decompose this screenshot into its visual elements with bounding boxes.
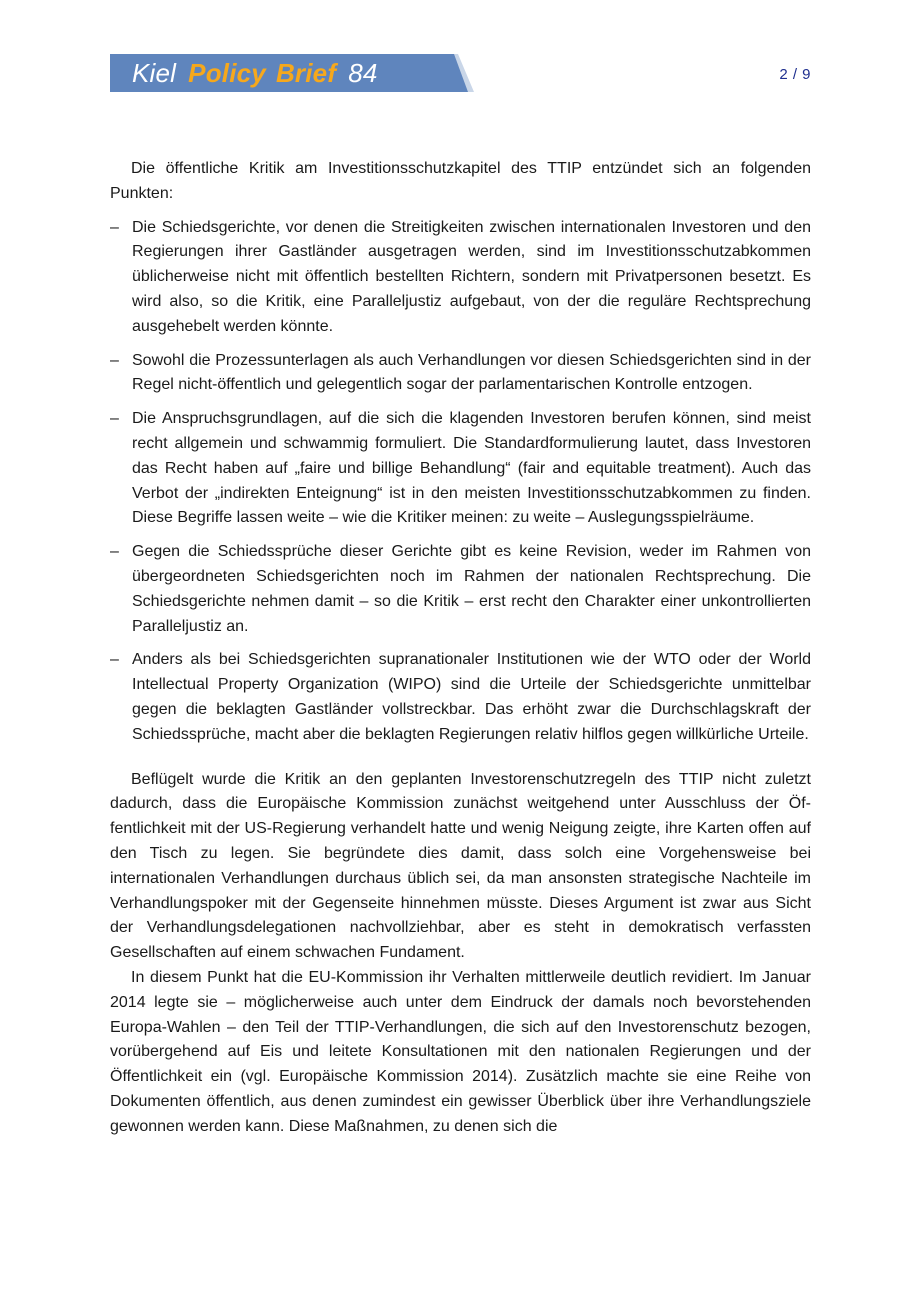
list-item — [110, 648, 811, 747]
intro-paragraph: Die öffentliche Kritik am Investitionsschutzkapitel des TTIP entzündet sich an folgenden Punkten: — [110, 160, 811, 202]
dash-bullet: – — [110, 543, 119, 561]
list-item-text: Anders als bei Schiedsgerichten supranationaler Institutionen wie der WTO oder der World Intellectual Property Organization (WIPO) sind die Urteile der Schiedsgerichte unmittelbar gegen die beklagten Gastländer vollstreckbar. Das erhöht zwar die Durchschlagskraft der Schiedssprüche, macht aber die beklagten Regierungen relativ hilflos gegen willkürliche Urteile. — [132, 651, 811, 743]
list-item — [110, 407, 811, 531]
banner-issue-number: 84 — [348, 58, 378, 88]
list-item-text: Sowohl die Prozessunterlagen als auch Verhandlungen vor diesen Schiedsgerichten sind in der Regel nicht-öffentlich und gelegentlich sogar der parlamentarischen Kontrolle entzogen. — [132, 351, 811, 394]
document-body — [110, 157, 811, 1139]
list-item — [110, 540, 811, 639]
banner-title — [132, 56, 378, 90]
list-item-text: Die Anspruchsgrundlagen, auf die sich die klagenden Investoren berufen können, sind meist recht allgemein und schwammig formuliert. Die Standardformulierung lautet, dass Investoren das Recht haben auf „faire und billige Behandlung“ (fair and equitable treatment). Auch das Verbot der „indirekten Enteignung“ ist in den meisten Investitionsschutzabkommen zu finden. Diese Begriffe lassen weite – wie die Kritiker meinen: zu weite – Auslegungsspielräume. — [132, 410, 811, 527]
header-banner — [110, 54, 475, 92]
banner-kiel: Kiel — [132, 58, 177, 88]
body-paragraph: Beflügelt wurde die Kritik an den geplanten Investorenschutzregeln des TTIP nicht zuletzt dadurch, dass die Europäische Kommission zunächst weitgehend unter Ausschluss der Öffentlichkeit mit der US-Regierung verhandelt hatte und wenig Neigung zeigte, ihre Karten offen auf den Tisch zu legen. Sie begründete dies damit, dass solch eine Vorgehensweise bei internationalen Verhandlungen durchaus üblich sei, da man ansonsten strategische Nachteile im Verhandlungspoker mit der Gegenseite hinnehmen müsste. Dieses Argument ist zwar aus Sicht der Verhandlungsdelegationen nachvollziehbar, aber es steht in demokratisch verfassten Gesellschaften auf einem schwachen Fundament. — [110, 770, 811, 962]
dash-bullet: – — [110, 410, 119, 428]
body-paragraph: In diesem Punkt hat die EU-Kommission ihr Verhalten mittlerweile deutlich revidiert. Im Januar 2014 legte sie – möglicherweise auch unter dem Eindruck der damals noch bevorstehenden Europa-Wahlen – den Teil der TTIP-Verhandlungen, die sich auf den Investorenschutz bezogen, vorübergehend auf Eis und leitete Konsultationen mit den nationalen Regierungen und der Öffentlichkeit ein (vgl. Europäische Kommission 2014). Zusätzlich machte sie eine Reihe von Dokumenten öffentlich, aus denen zumindest ein gewisser Überblick über ihre Verhandlungsziele gewonnen werden kann. Diese Maßnahmen, zu denen sich die — [110, 968, 811, 1135]
list-item — [110, 216, 811, 340]
dash-bullet: – — [110, 218, 119, 236]
list-item — [110, 349, 811, 399]
banner-brief: Brief — [275, 58, 337, 88]
list-item-text: Die Schiedsgerichte, vor denen die Streitigkeiten zwischen internationalen Investoren und den Regierungen ihrer Gastländer ausgetragen werden, sind im Investitionsschutzabkommen üblicherweise nicht mit öffentlich bestellten Richtern, sondern mit Privatpersonen besetzt. Es wird also, so die Kritik, eine Paralleljustiz aufgebaut, von der die reguläre Rechtsprechung ausgehebelt werden könnte. — [132, 218, 811, 335]
list-item-text: Gegen die Schiedssprüche dieser Gerichte gibt es keine Revision, weder im Rahmen von übergeordneten Schiedsgerichten noch im Rahmen der nationalen Rechtsprechung. Die Schiedsgerichte nehmen damit – so die Kritik – erst recht den Charakter einer unkontrollierten Paralleljustiz an. — [132, 543, 811, 635]
dash-bullet: – — [110, 651, 119, 669]
critique-list — [110, 216, 811, 748]
banner-policy: Policy — [188, 58, 266, 88]
page-number: 2 / 9 — [779, 66, 811, 83]
dash-bullet: – — [110, 351, 119, 369]
